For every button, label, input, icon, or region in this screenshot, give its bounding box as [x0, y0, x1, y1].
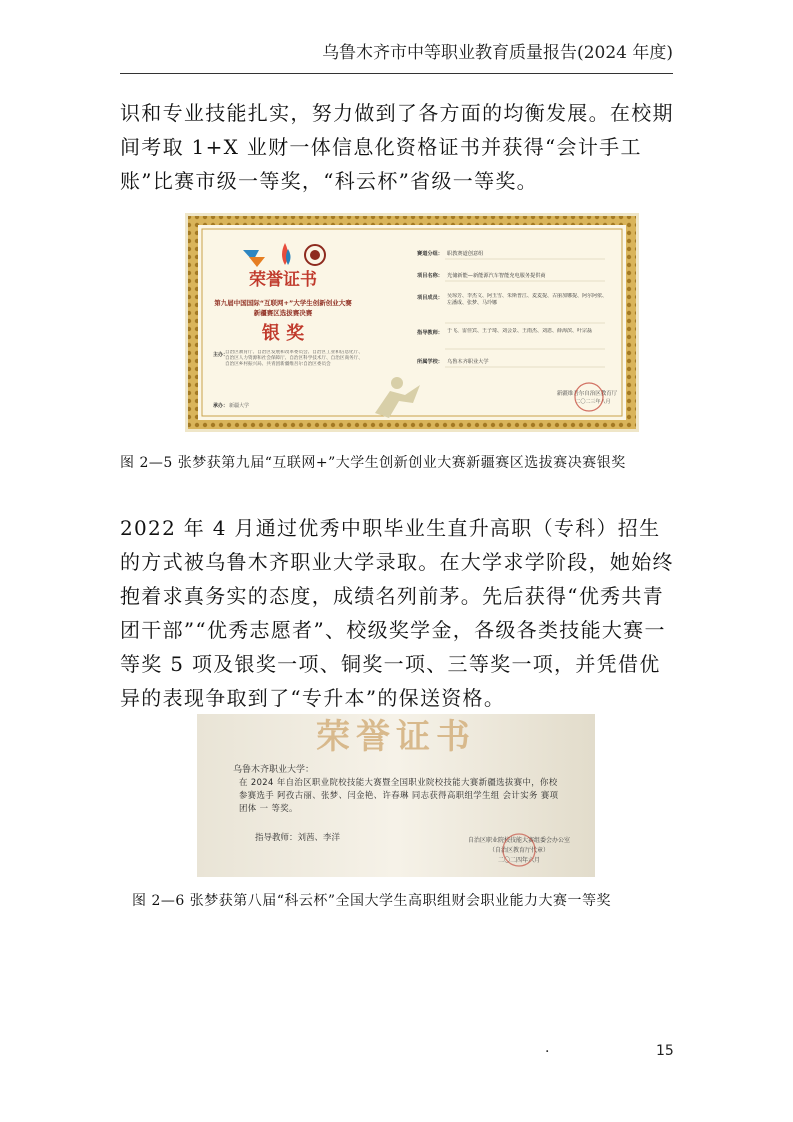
event-line-1: 第九届中国国际“互联网+”大学生创新创业大赛 [214, 299, 352, 307]
issue-date: 二〇二四年六月 [497, 857, 541, 864]
field-label-teachers: 指导教师： [417, 330, 443, 336]
issuer: 自治区职业院校技能大赛组委会办公室 [467, 837, 571, 844]
page-number: 15 [656, 1043, 674, 1059]
body-paragraph-1: 识和专业技能扎实，努力做到了各方面的均衡发展。在校期间考取 1+X 业财一体信息化资格证书并获得“会计手工账”比赛市级一等奖，“科云杯”省级一等奖。 [120, 101, 674, 193]
award-level: 银 奖 [261, 323, 305, 344]
certificate-body: 在 2024 年自治区职业院校技能大赛暨全国职业院校技能大赛新疆选拔赛中，你校参赛选手 阿孜古丽、张梦、闫金艳、许春琳 同志获得高职组学生组 会计实务 赛项团体 一 等奖。 [239, 777, 559, 813]
field-label-track: 赛道分组： [417, 251, 443, 257]
footer-dot: · [545, 1044, 550, 1060]
host-label: 主办： [213, 352, 229, 358]
field-value-teachers: 于飞、雷佳宾、王子琦、刘会景、王雨杰、刘恩、薛海滨、叶宗磊 [447, 328, 593, 334]
figure-caption-2-6: 图 2—6 张梦获第八届“科云杯”全国大学生高职组财会职业能力大赛一等奖 [132, 893, 612, 909]
event-line-2: 新疆赛区选拔赛决赛 [253, 309, 313, 317]
field-value-members: 吴琼芳、李杰文、阿玉雪、朱斯普江、麦麦提、古丽加娜提、阿尔阿依、左潘成、张梦、马玲娜 [447, 293, 607, 306]
issuer: 新疆维吾尔自治区教育厅 [556, 391, 618, 397]
certificate-photo-first-prize [197, 714, 595, 877]
cert-title: 荣誉证书 [249, 270, 317, 290]
issuer-sub: （自治区教育厅代章） [488, 847, 550, 854]
organizer-label: 承办： [213, 403, 229, 409]
teachers: 指导教师：刘茜、李洋 [255, 833, 341, 843]
organizer: 新疆大学 [229, 403, 250, 409]
body-paragraph-2: 2022 年 4 月通过优秀中职毕业生直升高职（专科）招生的方式被乌鲁木齐职业大学录取。在大学求学阶段，她始终抱着求真务实的态度，成绩名列前茅。先后获得“优秀共青团干部”“优秀志愿者”、校级奖学金，各级各类技能大赛一等奖 5 项及银奖一项、铜奖一项、三等奖一项，并凭借优异的表现争取到了“专升本”的保送资格。 [120, 516, 674, 710]
host-text: 自治区教育厅、自治区发展和改革委员会、自治区工业和信息化厅、自治区人力资源和社会保障厅、自治区科学技术厅、自治区商务厅、自治区乡村振兴局、共青团新疆维吾尔自治区委员会 [225, 350, 363, 367]
certificate-photo-silver-award [185, 213, 639, 432]
page-header: 乌鲁木齐市中等职业教育质量报告(2024 年度) [120, 38, 673, 74]
field-label-school: 所属学校： [417, 359, 443, 365]
issue-date: 二〇二三年八月 [575, 399, 611, 405]
field-value-track: 职教赛道创意组 [447, 251, 484, 257]
field-value-school: 乌鲁木齐职业大学 [447, 359, 489, 365]
field-label-members: 项目成员： [417, 295, 443, 301]
field-value-project: 光储新能—新能源汽车智能充电服务提供商 [447, 273, 546, 279]
cert-title: 荣誉证书 [316, 717, 476, 757]
field-label-project: 项目名称： [417, 273, 443, 279]
recipient: 乌鲁木齐职业大学： [233, 765, 315, 775]
figure-caption-2-5: 图 2—5 张梦获第九届“互联网+”大学生创新创业大赛新疆赛区选拔赛决赛银奖 [120, 455, 626, 471]
